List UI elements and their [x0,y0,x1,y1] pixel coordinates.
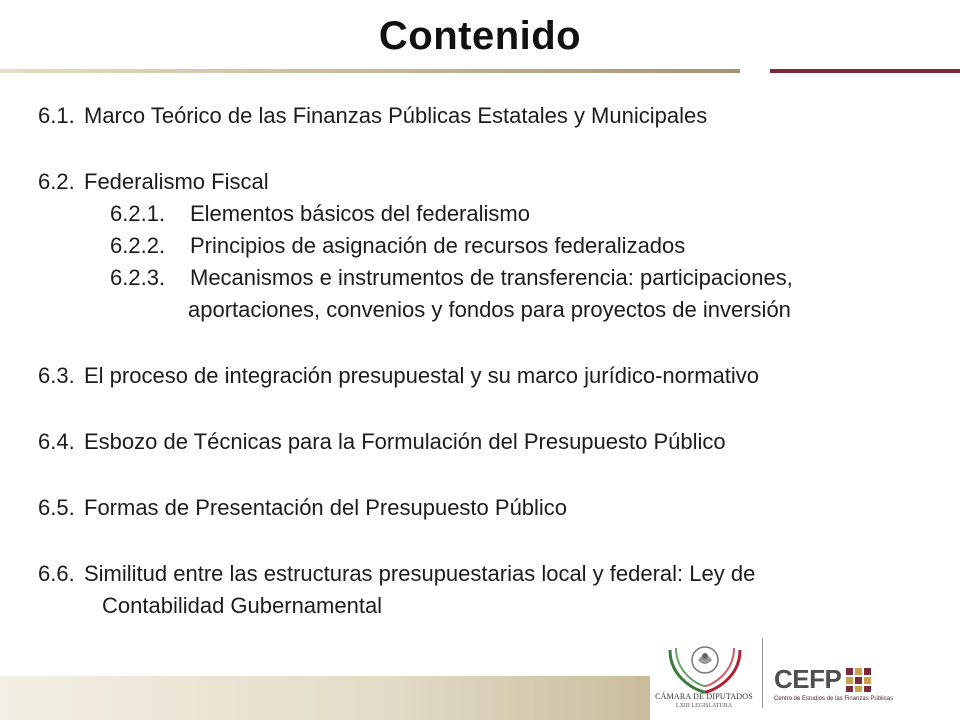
list-item-continuation [38,590,918,622]
item-number: 6.3. [38,363,75,388]
footer-band [0,676,636,720]
list-item [38,426,918,458]
item-text: Marco Teórico de las Finanzas Públicas Estatales y Municipales [84,103,708,128]
item-text: Principios de asignación de recursos federalizados [190,233,686,258]
item-number: 6.5. [38,495,75,520]
item-text: Esbozo de Técnicas para la Formulación del Presupuesto Público [84,429,726,454]
item-text: Formas de Presentación del Presupuesto Público [84,495,568,520]
list-item [38,100,918,132]
list-item [38,558,918,590]
title-rule-left [0,69,740,73]
item-number: 6.2. [38,169,75,194]
item-number: 6.2.2. [110,233,166,258]
item-number: 6.4. [38,429,75,454]
item-number: 6.2.1. [110,201,166,226]
list-subitem [38,198,918,230]
footer-logos [650,628,960,720]
list-item [38,360,918,392]
logo-divider [762,638,763,708]
item-text-cont: Contabilidad Gubernamental [102,593,383,618]
item-number: 6.1. [38,103,75,128]
slide-title: Contenido [378,14,582,58]
item-text: Federalismo Fiscal [84,169,269,194]
item-text: El proceso de integración presupuestal y su marco jurídico-normativo [84,363,759,388]
camara-label: CÁMARA DE DIPUTADOS [655,692,753,701]
item-number: 6.6. [38,561,75,586]
item-number: 6.2.3. [110,265,166,290]
list-item [38,492,918,524]
list-subitem-continuation [38,294,918,326]
item-text: Mecanismos e instrumentos de transferencia: participaciones, [190,265,793,290]
item-text: Similitud entre las estructuras presupuestarias local y federal: Ley de [84,561,756,586]
content-list [38,100,918,622]
cefp-grid-icon [846,668,872,692]
list-subitem [38,230,918,262]
cefp-logo-text: CEFP [774,664,842,694]
legislatura-label: LXIII LEGISLATURA [675,703,733,709]
footer-band-edge [636,676,650,720]
item-text-cont: aportaciones, convenios y fondos para proyectos de inversión [188,297,791,322]
cefp-full-name: Centro de Estudios de las Finanzas Públicas [774,696,894,702]
list-subitem [38,262,918,294]
list-item [38,166,918,198]
item-text: Elementos básicos del federalismo [190,201,530,226]
title-rule-right [770,69,960,73]
camara-emblem-icon [660,630,750,700]
